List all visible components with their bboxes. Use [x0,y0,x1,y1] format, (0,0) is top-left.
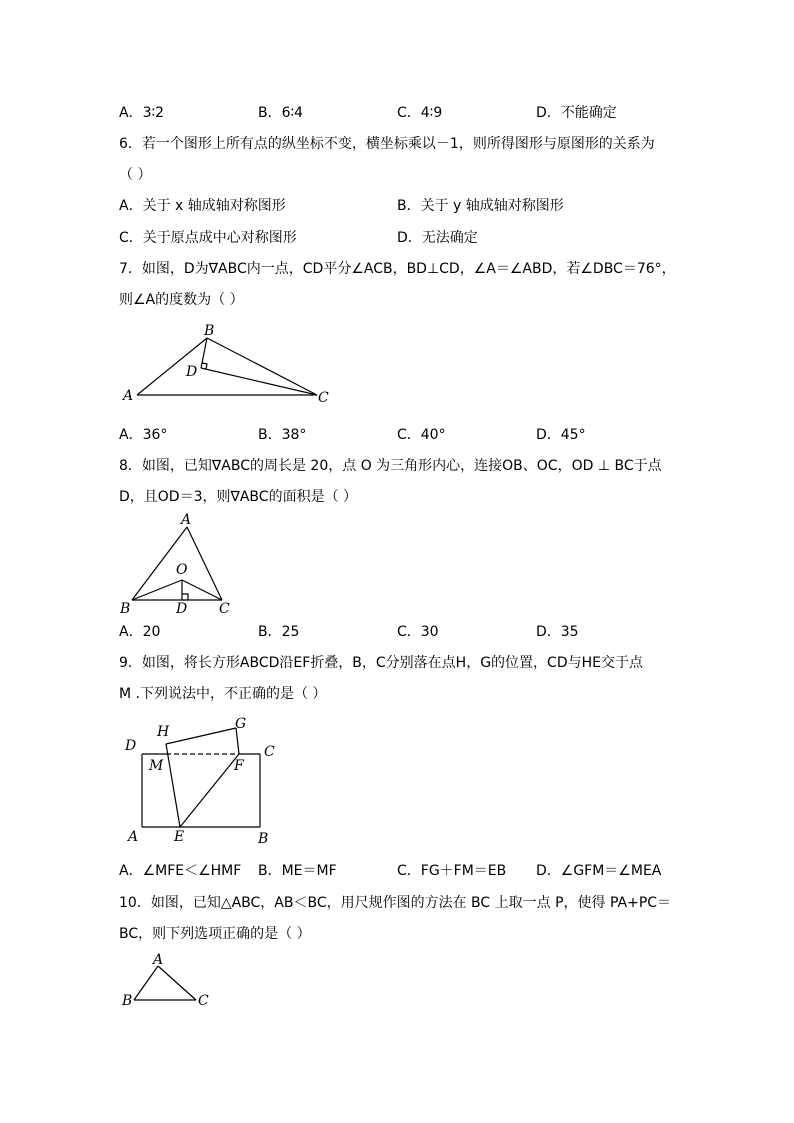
q9-label-g: G [235,716,247,732]
q6-paren: （ ） [119,167,152,183]
q9-option-c[interactable]: C．FG＋FM＝EB [397,863,507,879]
q6-option-c[interactable]: C．关于原点成中心对称图形 [119,230,297,246]
q10-label-b: B [122,993,133,1009]
q10-stem: 10．如图，已知△ABC，AB＜BC，用尺规作图的方法在 BC 上取一点 P，使得 PA+PC＝ [119,895,672,911]
q9-stem-2: M .下列说法中，不正确的是（ ） [119,686,327,702]
q9-label-c: C [264,744,275,760]
q8-option-a[interactable]: A．20 [119,624,161,640]
q8-side-ac [187,527,222,600]
q8-option-b[interactable]: B．25 [258,624,300,640]
q5-option-b[interactable]: B．6∶4 [258,105,304,121]
q8-option-c[interactable]: C．30 [397,624,439,640]
q8-label-d: D [176,601,188,617]
q9-stem: 9．如图，将长方形ABCD沿EF折叠，B，C分别落在点H，G的位置，CD与HE交于点 [119,655,643,671]
q8-label-b: B [120,601,131,617]
q7-option-a[interactable]: A．36° [119,427,168,443]
q9-option-d[interactable]: D．∠GFM＝∠MEA [536,863,662,879]
q9-fold-ef [180,754,239,827]
q7-option-c[interactable]: C．40° [397,427,446,443]
q9-label-h: H [157,724,170,740]
q7-side-bc [207,338,317,395]
q10-triangle-figure [115,950,225,1010]
q6-option-d[interactable]: D．无法确定 [397,230,478,246]
q8-label-o: O [176,562,188,578]
q9-label-a: A [128,829,139,845]
q6-stem: 6．若一个图形上所有点的纵坐标不变，横坐标乘以－1，则所得图形与原图形的关系为 [119,136,655,152]
q7-option-b[interactable]: B．38° [258,427,307,443]
q8-label-a: A [181,512,192,528]
q9-segment-he [166,744,180,827]
q10-label-c: C [198,993,209,1009]
q9-label-b: B [258,831,269,847]
q8-option-d[interactable]: D．35 [536,624,579,640]
q6-option-a[interactable]: A．关于 x 轴成轴对称图形 [119,198,286,214]
q7-label-a: A [123,388,134,404]
q7-label-b: B [204,323,215,339]
q6-option-b[interactable]: B．关于 y 轴成轴对称图形 [397,198,564,214]
q5-option-c[interactable]: C．4∶9 [397,105,443,121]
q9-option-b[interactable]: B．ME＝MF [258,863,337,879]
q9-label-e: E [174,829,185,845]
q9-segment-hg [166,728,236,744]
q7-segment-dc [201,368,317,395]
q9-label-d: D [125,738,137,754]
q9-label-f: F [234,758,244,774]
q5-option-a[interactable]: A．3∶2 [119,105,165,121]
q7-label-d: D [186,364,198,380]
q10-side-ab [134,966,158,1000]
q10-side-ac [158,966,196,1000]
q9-option-a[interactable]: A．∠MFE＜∠HMF [119,863,242,879]
q7-stem: 7．如图，D为∇ABC内一点，CD平分∠ACB，BD⊥CD，∠A＝∠ABD，若∠DBC＝76°， [119,261,676,277]
q8-right-angle-mark [182,594,188,600]
q8-stem-2: D，且OD＝3，则∇ABC的面积是（ ） [119,489,358,505]
q7-option-d[interactable]: D．45° [536,427,586,443]
q5-option-d[interactable]: D．不能确定 [536,105,617,121]
q10-stem-2: BC，则下列选项正确的是（ ） [119,926,311,942]
q8-triangle-figure [115,512,245,617]
q10-label-a: A [153,952,164,968]
q7-stem-2: 则∠A的度数为（ ） [119,292,244,308]
q8-stem: 8．如图，已知∇ABC的周长是 20，点 O 为三角形内心，连接OB、OC，OD ⊥ BC于点 [119,458,662,474]
q7-triangle-figure [115,320,335,410]
q7-label-c: C [318,390,329,406]
q9-rectangle-figure [115,712,295,847]
q8-label-c: C [219,601,230,617]
q9-label-m: M [149,758,164,774]
